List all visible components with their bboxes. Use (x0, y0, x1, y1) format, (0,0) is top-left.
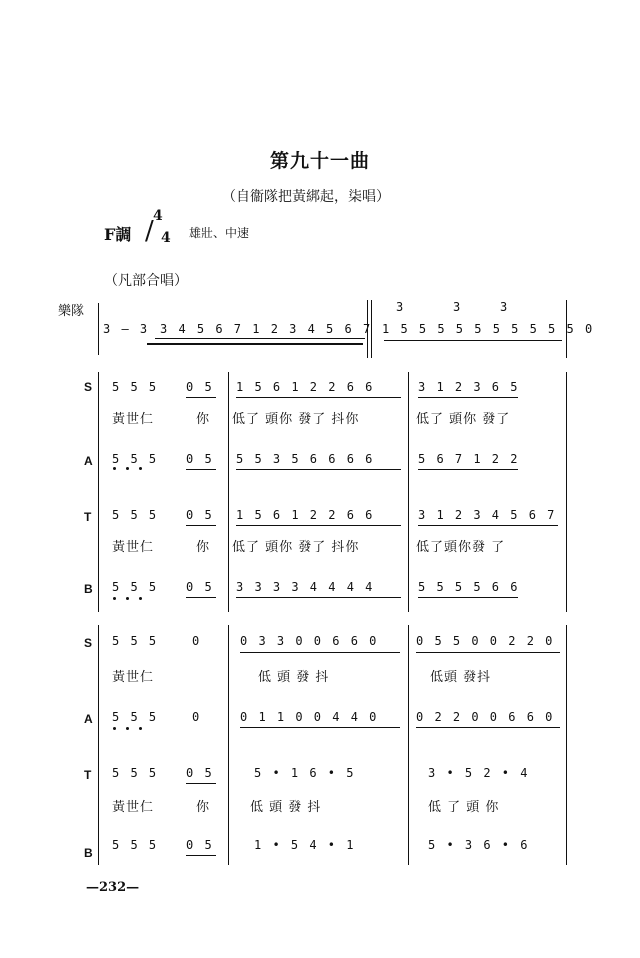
octave-dot (126, 597, 129, 600)
octave-dot (139, 597, 142, 600)
s2-soprano-lyrics: 黃世仁 (112, 670, 155, 685)
s2-tenor-notes: 5 5 5 (112, 766, 159, 780)
beam (418, 469, 518, 470)
beam (236, 469, 401, 470)
s2-tenor-lyrics: 黃世仁 (112, 800, 155, 815)
s1-bass-notes: 3 3 3 3 4 4 4 4 (236, 580, 375, 594)
s1-soprano-lyrics: 低了 頭你 發了 (416, 412, 511, 427)
octave-dot (126, 727, 129, 730)
s2-tenor-lyrics: 你 (196, 800, 211, 815)
octave-dot (113, 597, 116, 600)
beam (236, 525, 401, 526)
s2-tenor-lyrics: 低 頭 發 抖 (250, 800, 322, 815)
time-signature-slash: / (145, 216, 154, 246)
triplet-mark: 3 (396, 300, 406, 314)
tempo-marking: 雄壯、中速 (189, 226, 250, 240)
s2-soprano-notes: 0 3 3 0 0 6 6 0 (240, 634, 379, 648)
beam (186, 855, 216, 856)
barline (408, 625, 409, 865)
s1-bass-notes: 5 5 5 5 6 6 (418, 580, 520, 594)
voice-label-bass: B (84, 846, 93, 860)
s1-soprano-notes: 5 5 5 (112, 380, 159, 394)
octave-dot (126, 467, 129, 470)
s2-tenor-notes: 3 • 5 2 • 4 (428, 766, 530, 780)
s2-bass-notes: 1 • 5 4 • 1 (254, 838, 356, 852)
s1-tenor-notes: 0 5 (186, 508, 214, 522)
s1-tenor-notes: 1 5 6 1 2 2 6 6 (236, 508, 375, 522)
system-bracket (98, 372, 99, 612)
s2-soprano-notes: 5 5 5 (112, 634, 159, 648)
voice-label-soprano: S (84, 380, 93, 394)
octave-dot (139, 467, 142, 470)
s1-soprano-lyrics: 黃世仁 (112, 412, 155, 427)
beam (186, 397, 216, 398)
s2-bass-notes: 5 • 3 6 • 6 (428, 838, 530, 852)
s1-bass-notes: 5 5 5 (112, 580, 159, 594)
octave-dot (139, 727, 142, 730)
voice-label-tenor: T (84, 510, 92, 524)
band-label: 樂隊 (58, 304, 85, 319)
barline (566, 625, 567, 865)
s1-bass-notes: 0 5 (186, 580, 214, 594)
voice-label-alto: A (84, 712, 93, 726)
barline (566, 372, 567, 612)
s2-soprano-lyrics: 低 頭 發 抖 (258, 670, 330, 685)
s2-soprano-notes: 0 5 5 0 0 2 2 0 (416, 634, 555, 648)
page-title: 第九十一曲 (270, 150, 371, 172)
time-signature-bottom: 4 (161, 230, 171, 246)
beam (147, 343, 363, 345)
s1-soprano-notes: 1 5 6 1 2 2 6 6 (236, 380, 375, 394)
intro-right: 1 5 5 5 5 5 5 5 5 5 5 0 (382, 322, 595, 336)
s2-bass-notes: 0 5 (186, 838, 214, 852)
barline (228, 372, 229, 612)
voice-label-tenor: T (84, 768, 92, 782)
s1-soprano-notes: 3 1 2 3 6 5 (418, 380, 520, 394)
beam (418, 397, 518, 398)
s2-alto-notes: 0 2 2 0 0 6 6 0 (416, 710, 555, 724)
voice-label-soprano: S (84, 636, 93, 650)
s2-tenor-lyrics: 低 了 頭 你 (428, 800, 500, 815)
band-bracket (98, 303, 99, 355)
beam (418, 525, 558, 526)
barline (408, 372, 409, 612)
beam (418, 597, 518, 598)
beam (186, 597, 216, 598)
s1-alto-notes: 5 5 3 5 6 6 6 6 (236, 452, 375, 466)
barline (228, 625, 229, 865)
subtitle: （自衞隊把黃綁起，柒唱） (222, 189, 390, 205)
beam (416, 652, 560, 653)
s1-tenor-lyrics: 黃世仁 (112, 540, 155, 555)
beam (155, 338, 365, 339)
s2-alto-notes: 0 1 1 0 0 4 4 0 (240, 710, 379, 724)
beam (186, 525, 216, 526)
voice-label-alto: A (84, 454, 93, 468)
beam (236, 597, 401, 598)
s1-tenor-notes: 5 5 5 (112, 508, 159, 522)
beam (186, 783, 216, 784)
s1-tenor-lyrics: 低了 頭你 發了 抖你 (232, 540, 360, 555)
s1-soprano-lyrics: 你 (196, 412, 211, 427)
system-bracket (98, 625, 99, 865)
s1-alto-notes: 5 6 7 1 2 2 (418, 452, 520, 466)
s2-alto-notes: 0 (192, 710, 202, 724)
triplet-mark: 3 (453, 300, 463, 314)
octave-dot (113, 467, 116, 470)
s1-tenor-lyrics: 低了頭你發 了 (416, 540, 506, 555)
intro-run: 3 4 5 6 7 1 2 3 4 5 6 7 (160, 322, 373, 336)
s1-soprano-lyrics: 低了 頭你 發了 抖你 (232, 412, 360, 427)
s2-bass-notes: 5 5 5 (112, 838, 159, 852)
triplet-mark: 3 (500, 300, 510, 314)
s1-alto-notes: 0 5 (186, 452, 214, 466)
beam (236, 397, 401, 398)
time-signature-top: 4 (153, 208, 163, 224)
s2-tenor-notes: 0 5 (186, 766, 214, 780)
chorus-note: （凡部合唱） (104, 273, 188, 289)
time-signature (141, 208, 181, 250)
s2-soprano-lyrics: 低頭 發抖 (430, 670, 492, 685)
s2-soprano-notes: 0 (192, 634, 202, 648)
beam (416, 727, 560, 728)
beam (240, 652, 400, 653)
key-signature: F調 (104, 225, 132, 244)
beam (384, 340, 562, 341)
beam (240, 727, 400, 728)
intro-left: 3 — 3 (103, 322, 150, 336)
s2-alto-notes: 5 5 5 (112, 710, 159, 724)
octave-dot (113, 727, 116, 730)
s1-tenor-lyrics: 你 (196, 540, 211, 555)
voice-label-bass: B (84, 582, 93, 596)
beam (186, 469, 216, 470)
s1-soprano-notes: 0 5 (186, 380, 214, 394)
s1-tenor-notes: 3 1 2 3 4 5 6 7 (418, 508, 557, 522)
s2-tenor-notes: 5 • 1 6 • 5 (254, 766, 356, 780)
s1-alto-notes: 5 5 5 (112, 452, 159, 466)
page-number: —232— (86, 880, 140, 895)
